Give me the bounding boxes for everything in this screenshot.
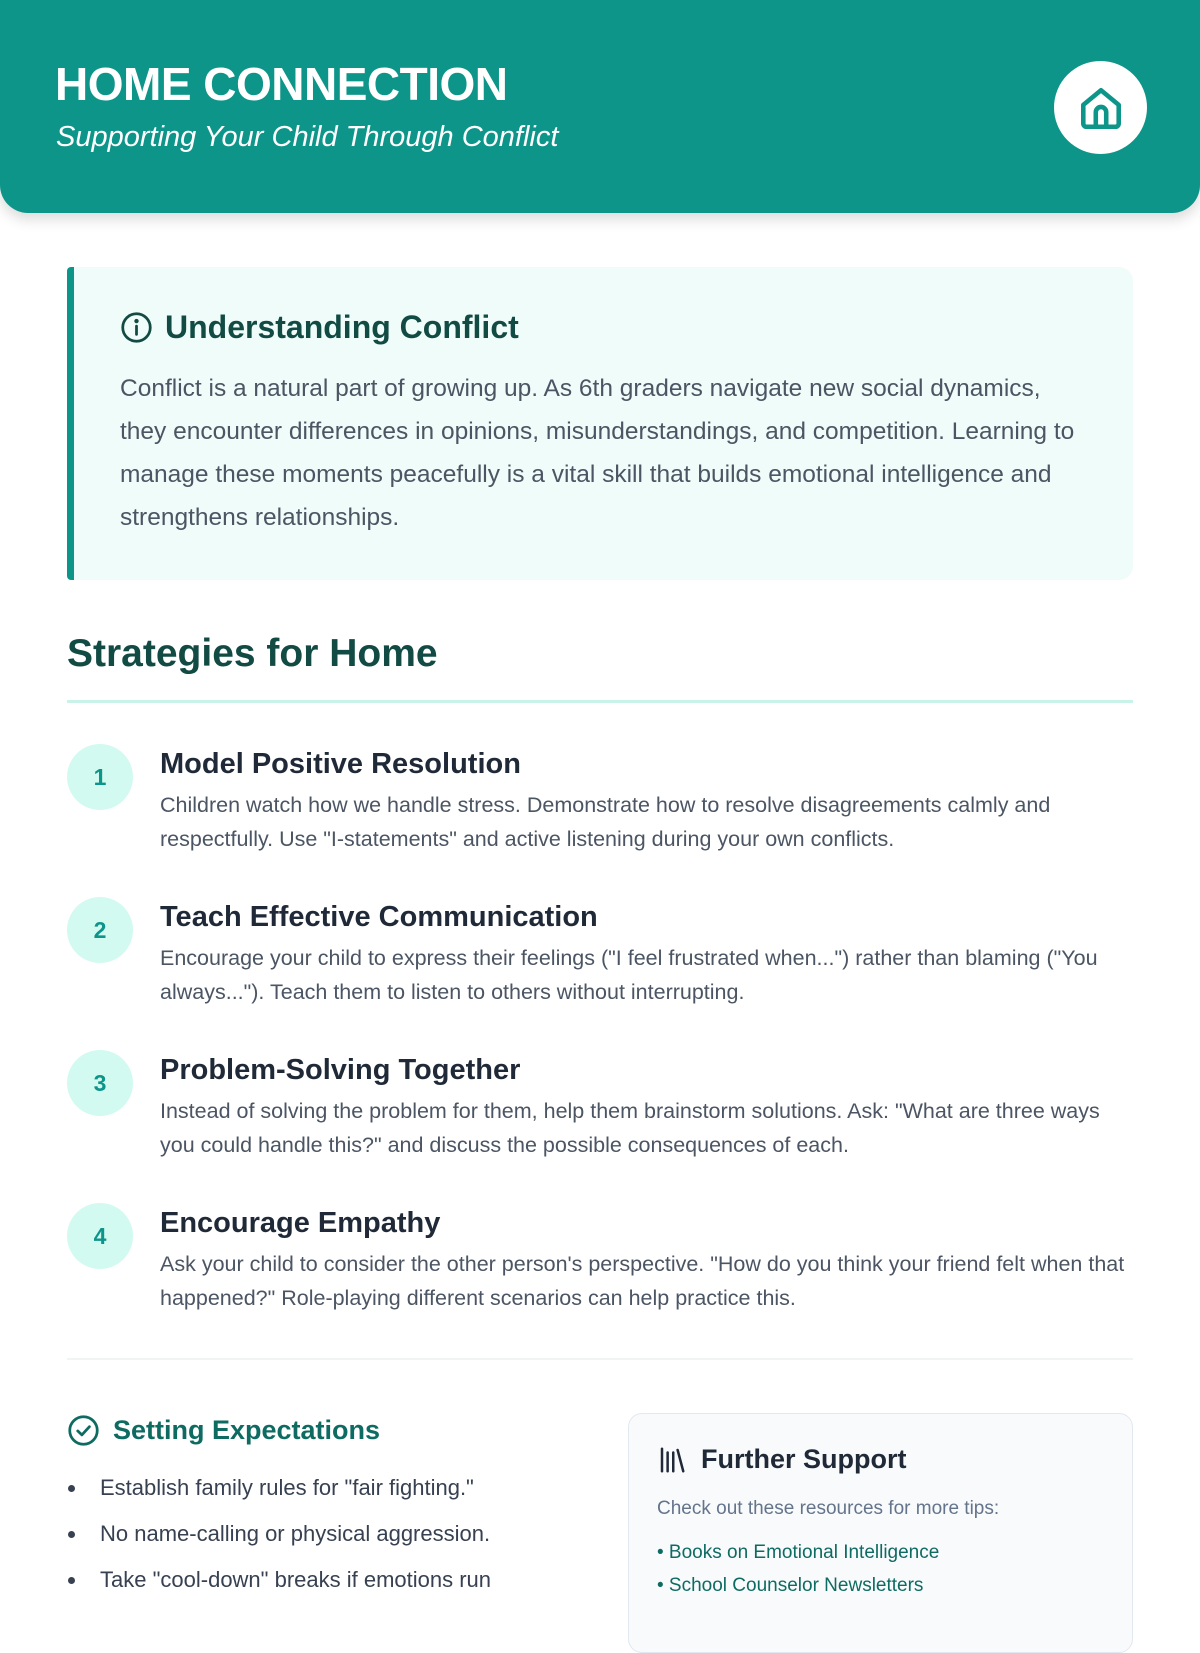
list-item-text: Take "cool-down" breaks if emotions run: [100, 1567, 492, 1592]
resource-link-books[interactable]: • Books on Emotional Intelligence: [657, 1542, 940, 1563]
strategy-number-badge: 2: [67, 897, 133, 963]
info-body: Conflict is a natural part of growing up. As 6th graders navigate new social dynamics, they encounter differences in opinions, misunderstandings, and competition. Learning to manage these moments peacefully is a vital skill that builds emotional intelligence and strengthens relationships.: [120, 375, 1075, 531]
strategy-title: Teach Effective Communication: [160, 901, 598, 933]
support-heading: [657, 1444, 906, 1475]
strategy-number-badge: 3: [67, 1050, 133, 1116]
page-title: HOME CONNECTION: [55, 58, 508, 110]
support-intro: Check out these resources for more tips:: [657, 1498, 1000, 1519]
list-item: [67, 1511, 587, 1557]
expectations-heading: [67, 1414, 380, 1447]
page-header: [0, 0, 1200, 213]
strategy-number-badge: 4: [67, 1203, 133, 1269]
strategy-item: [67, 897, 1133, 1017]
home-badge: [1054, 61, 1147, 154]
strategy-item: [67, 1203, 1133, 1323]
expectations-list: [67, 1465, 587, 1603]
strategy-title: Problem-Solving Together: [160, 1054, 521, 1086]
check-circle-icon: [67, 1414, 100, 1447]
page-subtitle: Supporting Your Child Through Conflict: [56, 121, 559, 153]
expectations-heading-text: Setting Expectations: [113, 1415, 381, 1445]
list-item: [67, 1557, 587, 1603]
list-item-text: No name-calling or physical aggression.: [100, 1521, 491, 1546]
strategies-title: Strategies for Home: [67, 632, 438, 675]
info-icon: [120, 311, 153, 344]
strategy-description: Instead of solving the problem for them, help them brainstorm solutions. Ask: "What are three ways you could handle this?" and discuss the possible consequences of each.: [160, 1099, 1100, 1157]
list-item: [67, 1465, 587, 1511]
strategy-description: Children watch how we handle stress. Demonstrate how to resolve disagreements calmly and respectfully. Use "I-statements" and active listening during your own conflicts.: [160, 793, 1051, 851]
strategy-title: Encourage Empathy: [160, 1207, 441, 1239]
info-heading: [120, 309, 519, 346]
support-heading-text: Further Support: [701, 1444, 907, 1474]
info-heading-text: Understanding Conflict: [165, 309, 519, 345]
bullet-dot: [68, 1485, 75, 1492]
strategy-item: [67, 744, 1133, 864]
home-icon: [1076, 83, 1126, 133]
further-support-card: [628, 1413, 1133, 1653]
bottom-divider: [67, 1358, 1133, 1360]
list-item-text: Establish family rules for "fair fighting.": [100, 1475, 474, 1500]
understanding-conflict-box: [67, 267, 1133, 580]
support-links-list: [657, 1536, 939, 1602]
strategy-description: Encourage your child to express their feelings ("I feel frustrated when...") rather than blaming ("You always..."). Teach them to listen to others without interrupting.: [160, 946, 1098, 1004]
library-icon: [657, 1445, 687, 1475]
bullet-dot: [68, 1531, 75, 1538]
strategy-title: Model Positive Resolution: [160, 748, 521, 780]
section-divider: [67, 700, 1133, 703]
bullet-dot: [68, 1577, 75, 1584]
strategy-description: Ask your child to consider the other person's perspective. "How do you think your friend felt when that happened?" Role-playing different scenarios can help practice this.: [160, 1252, 1125, 1310]
strategy-item: [67, 1050, 1133, 1170]
strategy-number-badge: 1: [67, 744, 133, 810]
resource-link-newsletters[interactable]: • School Counselor Newsletters: [657, 1575, 924, 1596]
